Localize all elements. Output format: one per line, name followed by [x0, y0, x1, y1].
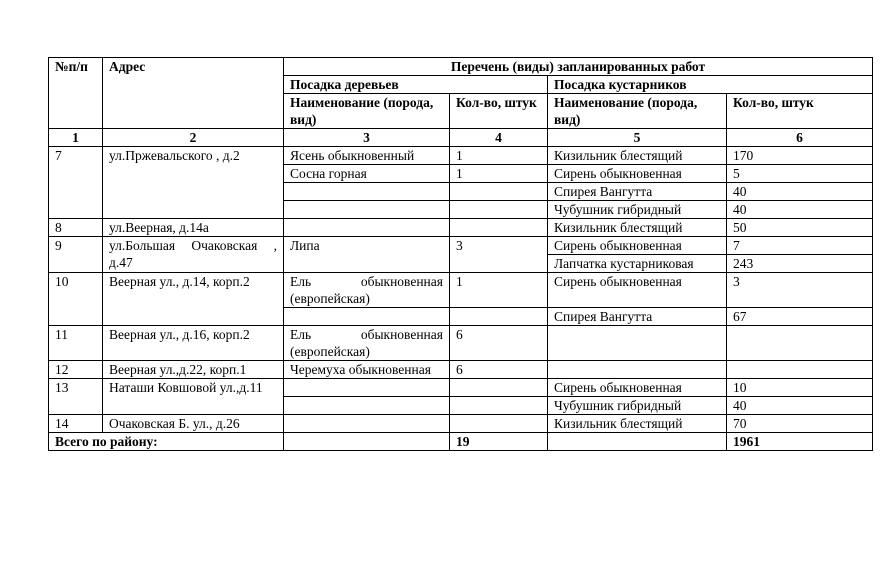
shrub-qty: 3 [727, 273, 873, 308]
row-num: 7 [49, 147, 103, 219]
total-shrub-name-empty [548, 433, 727, 451]
column-number: 3 [284, 129, 450, 147]
tree-name [284, 308, 450, 326]
tree-name: Ель обыкновенная (европейская) [284, 273, 450, 308]
column-number: 4 [450, 129, 548, 147]
tree-qty: 6 [450, 326, 548, 361]
tree-qty [450, 255, 548, 273]
total-shrub-qty: 1961 [727, 433, 873, 451]
header-address: Адрес [103, 58, 284, 129]
column-number: 1 [49, 129, 103, 147]
row-address: Веерная ул., д.16, корп.2 [103, 326, 284, 361]
total-row [49, 433, 873, 451]
shrub-name: Сирень обыкновенная [548, 165, 727, 183]
header-trees-title: Посадка деревьев [284, 76, 548, 94]
tree-name [284, 379, 450, 397]
header-row-1 [49, 58, 873, 76]
row-address: Веерная ул.,д.22, корп.1 [103, 361, 284, 379]
tree-name [284, 397, 450, 415]
table-row [49, 415, 873, 433]
row-num: 8 [49, 219, 103, 237]
table-row [49, 219, 873, 237]
tree-qty [450, 397, 548, 415]
column-number: 2 [103, 129, 284, 147]
tree-qty: 6 [450, 361, 548, 379]
column-numbers-row [49, 129, 873, 147]
shrub-name: Сирень обыкновенная [548, 273, 727, 308]
tree-qty [450, 308, 548, 326]
shrub-qty: 243 [727, 255, 873, 273]
shrub-name: Кизильник блестящий [548, 147, 727, 165]
tree-qty: 3 [450, 237, 548, 255]
shrub-qty: 67 [727, 308, 873, 326]
tree-name [284, 255, 450, 273]
header-num: №п/п [49, 58, 103, 129]
shrub-qty: 5 [727, 165, 873, 183]
tree-name [284, 415, 450, 433]
planting-table [48, 57, 873, 451]
total-tree-qty: 19 [450, 433, 548, 451]
tree-qty: 1 [450, 147, 548, 165]
tree-qty [450, 219, 548, 237]
header-works-title: Перечень (виды) запланированных работ [284, 58, 873, 76]
shrub-qty: 50 [727, 219, 873, 237]
row-num: 12 [49, 361, 103, 379]
shrub-name: Спирея Вангутта [548, 183, 727, 201]
shrub-name: Кизильник блестящий [548, 415, 727, 433]
shrub-name: Сирень обыкновенная [548, 237, 727, 255]
column-number: 5 [548, 129, 727, 147]
total-tree-name-empty [284, 433, 450, 451]
row-num: 11 [49, 326, 103, 361]
row-address: ул.Большая Очаковская , д.47 [103, 237, 284, 273]
column-number: 6 [727, 129, 873, 147]
table-row [49, 237, 873, 255]
row-address [103, 397, 284, 415]
header-shrub-qty: Кол-во, штук [727, 94, 873, 129]
shrub-qty: 10 [727, 379, 873, 397]
row-address: Веерная ул., д.14, корп.2 [103, 273, 284, 326]
table-row [49, 397, 873, 415]
tree-qty: 1 [450, 165, 548, 183]
table-row [49, 273, 873, 308]
shrub-qty: 40 [727, 397, 873, 415]
tree-name [284, 219, 450, 237]
tree-name: Липа [284, 237, 450, 255]
row-num: 13 [49, 379, 103, 415]
shrub-name [548, 326, 727, 361]
shrub-qty [727, 361, 873, 379]
shrub-qty [727, 326, 873, 361]
table-row [49, 361, 873, 379]
tree-name [284, 183, 450, 201]
tree-name: Черемуха обыкновенная [284, 361, 450, 379]
tree-qty: 1 [450, 273, 548, 308]
tree-qty [450, 183, 548, 201]
shrub-qty: 70 [727, 415, 873, 433]
tree-name: Ясень обыкновенный [284, 147, 450, 165]
header-shrubs-title: Посадка кустарников [548, 76, 873, 94]
shrub-name: Чубушник гибридный [548, 201, 727, 219]
shrub-qty: 170 [727, 147, 873, 165]
shrub-qty: 40 [727, 183, 873, 201]
shrub-qty: 40 [727, 201, 873, 219]
tree-name: Сосна горная [284, 165, 450, 183]
shrub-name [548, 361, 727, 379]
header-shrub-name: Наименование (порода, вид) [548, 94, 727, 129]
row-address: Наташи Ковшовой ул.,д.11 [103, 379, 284, 397]
row-address: ул.Пржевальского , д.2 [103, 147, 284, 219]
shrub-name: Кизильник блестящий [548, 219, 727, 237]
shrub-name: Спирея Вангутта [548, 308, 727, 326]
shrub-qty: 7 [727, 237, 873, 255]
header-tree-qty: Кол-во, штук [450, 94, 548, 129]
shrub-name: Лапчатка кустарниковая [548, 255, 727, 273]
table-row [49, 326, 873, 361]
row-num: 10 [49, 273, 103, 326]
row-address: ул.Веерная, д.14а [103, 219, 284, 237]
row-address: Очаковская Б. ул., д.26 [103, 415, 284, 433]
table-row [49, 147, 873, 165]
tree-qty [450, 379, 548, 397]
shrub-name: Сирень обыкновенная [548, 379, 727, 397]
row-num: 14 [49, 415, 103, 433]
shrub-name: Чубушник гибридный [548, 397, 727, 415]
tree-qty [450, 201, 548, 219]
table-row [49, 379, 873, 397]
total-label: Всего по району: [49, 433, 284, 451]
tree-qty [450, 415, 548, 433]
tree-name [284, 201, 450, 219]
row-num: 9 [49, 237, 103, 273]
tree-name: Ель обыкновенная (европейская) [284, 326, 450, 361]
header-tree-name: Наименование (порода, вид) [284, 94, 450, 129]
